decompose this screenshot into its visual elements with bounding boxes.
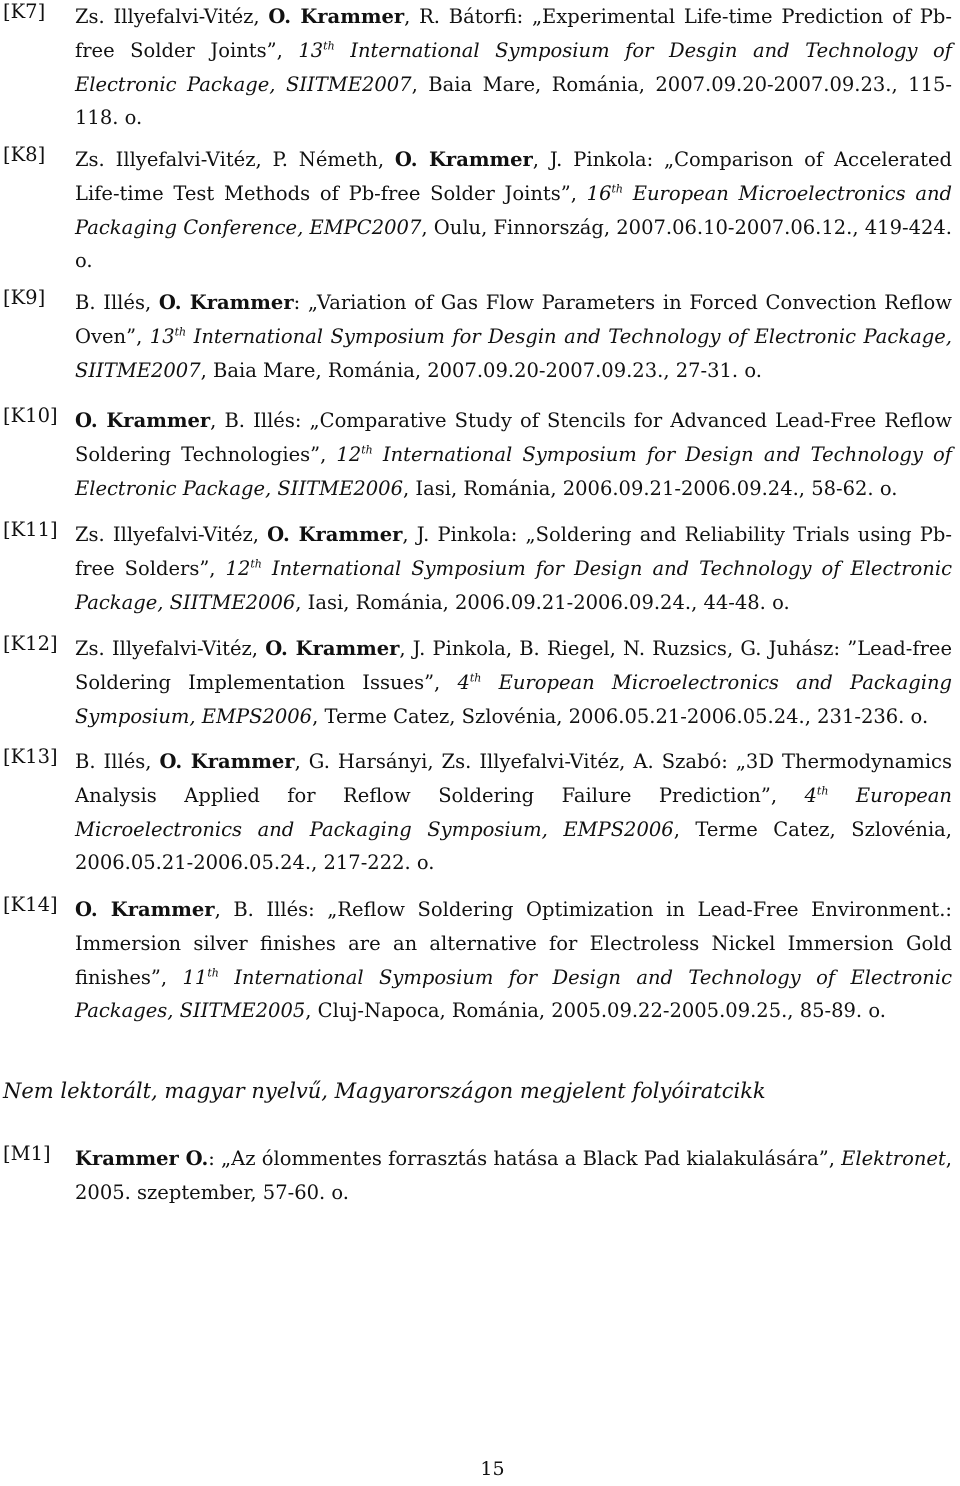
venue-ordinal-suffix: th — [611, 182, 623, 196]
reference-text — [75, 632, 952, 733]
section-heading: Nem lektorált, magyar nyelvű, Magyarországon megjelent folyóiratcikk — [3, 1079, 766, 1103]
venue-ordinal: 12 — [225, 556, 251, 580]
authors-rest: , J. Pinkola, B. Riegel, N. Ruzsics, G. Juhász: — [399, 637, 848, 660]
authors-rest: , B. Illés: — [210, 409, 310, 432]
paper-title: „Comparison of Accelerated Life-time Test Methods of Pb-free Solder Joints”, — [75, 148, 952, 205]
venue: European Microelectronics and Packaging Symposium, EMPS2006 — [75, 783, 952, 841]
authors-rest: : — [293, 291, 308, 314]
reference-label: [M1] — [3, 1142, 51, 1165]
venue-ordinal-suffix: th — [469, 671, 482, 685]
authors-rest: , G. Harsányi, Zs. Illyefalvi-Vitéz, A. Szabó: — [294, 750, 736, 773]
paper-title: ”Lead-free Soldering Implementation Issues”, — [75, 637, 952, 694]
publication-details: , Baia Mare, Románia, 2007.09.20-2007.09.23., 115-118. o. — [75, 72, 952, 130]
author-highlight: O. Krammer — [268, 5, 405, 28]
venue: European Microelectronics and Packaging Symposium, EMPS2006 — [75, 670, 952, 728]
publication-details: , Baia Mare, Románia, 2007.09.20-2007.09.23., 27-31. o. — [200, 358, 762, 382]
venue-ordinal-suffix: th — [250, 557, 262, 571]
reference-k10 — [0, 404, 960, 505]
authors-rest: : — [208, 1147, 222, 1170]
author-highlight: O. Krammer — [267, 523, 403, 546]
reference-text — [75, 404, 952, 505]
paper-title: „Comparative Study of Stencils for Advanced Lead-Free Reflow Soldering Technologies”, — [75, 409, 952, 466]
author-highlight: O. Krammer — [75, 898, 215, 921]
paper-title: „Variation of Gas Flow Parameters in Forced Convection Reflow Oven”, — [75, 291, 952, 348]
publication-details: , Iasi, Románia, 2006.09.21-2006.09.24., 58-62. o. — [403, 476, 898, 500]
paper-title: „Soldering and Reliability Trials using Pb-free Solders”, — [75, 523, 952, 580]
authors-rest: , B. Illés: — [214, 898, 328, 921]
publication-details: , Terme Catez, Szlovénia, 2006.05.21-2006.05.24., 231-236. o. — [312, 704, 929, 728]
reference-text — [75, 143, 952, 278]
reference-k9 — [0, 286, 960, 387]
venue-ordinal-suffix: th — [361, 443, 373, 457]
venue-ordinal-suffix: th — [174, 325, 187, 339]
reference-label: [K10] — [3, 404, 58, 427]
reference-k12 — [0, 632, 960, 733]
venue-ordinal: 12 — [336, 442, 362, 466]
reference-label: [K8] — [3, 143, 46, 166]
reference-text — [75, 893, 952, 1028]
authors: B. Illés, — [75, 291, 159, 314]
reference-label: [K9] — [3, 286, 46, 309]
author-highlight: O. Krammer — [158, 291, 294, 314]
authors: Zs. Illyefalvi-Vitéz, P. Németh, — [75, 148, 395, 171]
reference-label: [K11] — [3, 518, 58, 541]
authors-rest: , J. Pinkola: — [532, 148, 665, 171]
venue: International Symposium for Desgin and Technology of Electronic Package, SIITME2007 — [75, 324, 953, 382]
publication-details: , Terme Catez, Szlovénia, 2006.05.21-2006.05.24., 217-222. o. — [75, 817, 953, 875]
reference-text — [75, 745, 952, 880]
reference-label: [K7] — [3, 0, 46, 23]
reference-k14 — [0, 893, 960, 1028]
reference-label: [K13] — [3, 745, 58, 768]
venue-ordinal: 13 — [149, 324, 175, 348]
authors-rest: , J. Pinkola: — [402, 523, 526, 546]
reference-k8 — [0, 143, 960, 278]
author-highlight: Krammer O. — [75, 1147, 209, 1170]
reference-text — [75, 0, 952, 135]
venue-ordinal-suffix: th — [816, 784, 829, 798]
venue: Elektronet — [841, 1147, 946, 1170]
venue: International Symposium for Design and Technology of Electronic Packages, SIITME2005 — [75, 965, 952, 1023]
venue-ordinal: 4 — [804, 783, 817, 807]
paper-title: „Az ólommentes forrasztás hatása a Black Pad kialakulására”, — [221, 1147, 842, 1170]
author-highlight: O. Krammer — [75, 409, 211, 432]
reference-m1 — [0, 1142, 960, 1210]
venue: International Symposium for Design and Technology of Electronic Package, SIITME2006 — [75, 556, 953, 614]
venue-ordinal: 13 — [298, 38, 324, 62]
publication-details: , Iasi, Románia, 2006.09.21-2006.09.24., 44-48. o. — [295, 590, 790, 614]
venue: International Symposium for Design and Technology of Electronic Package, SIITME2006 — [75, 442, 952, 500]
venue-ordinal-suffix: th — [207, 966, 219, 980]
paper-title: „Reflow Soldering Optimization in Lead-Free Environment.: Immersion silver finishes are an alternative for Electroless Nickel Immersion Gold finishes”, — [75, 898, 952, 989]
reference-k13 — [0, 745, 960, 880]
reference-text — [75, 286, 952, 387]
author-highlight: O. Krammer — [265, 637, 400, 660]
authors: Zs. Illyefalvi-Vitéz, — [75, 637, 266, 660]
paper-title: „3D Thermodynamics Analysis Applied for Reflow Soldering Failure Prediction”, — [75, 750, 952, 807]
reference-text — [75, 518, 952, 619]
venue-ordinal: 4 — [457, 670, 470, 694]
publication-details: , Cluj-Napoca, Románia, 2005.09.22-2005.09.25., 85-89. o. — [305, 999, 886, 1023]
page-number: 15 — [480, 1458, 505, 1480]
reference-k7 — [0, 0, 960, 135]
author-highlight: O. Krammer — [394, 148, 533, 171]
venue: International Symposium for Desgin and Technology of Electronic Package, SIITME2007 — [75, 38, 952, 96]
reference-text — [75, 1142, 952, 1210]
authors: B. Illés, — [75, 750, 160, 773]
reference-label: [K14] — [3, 893, 58, 916]
venue-ordinal: 11 — [182, 965, 208, 989]
venue-ordinal: 16 — [586, 181, 612, 205]
paper-title: „Experimental Life-time Prediction of Pb-free Solder Joints”, — [75, 5, 952, 62]
publication-details: , Oulu, Finnország, 2007.06.10-2007.06.12., 419-424. o. — [75, 215, 952, 273]
venue: European Microelectronics and Packaging Conference, EMPC2007 — [75, 181, 953, 239]
venue-ordinal-suffix: th — [323, 39, 335, 53]
authors-rest: , R. Bátorfi: — [404, 5, 532, 28]
authors: Zs. Illyefalvi-Vitéz, — [75, 523, 268, 546]
authors: Zs. Illyefalvi-Vitéz, — [75, 5, 269, 28]
publication-details: , 2005. szeptember, 57-60. o. — [75, 1147, 952, 1204]
reference-label: [K12] — [3, 632, 58, 655]
author-highlight: O. Krammer — [159, 750, 295, 773]
reference-k11 — [0, 518, 960, 619]
